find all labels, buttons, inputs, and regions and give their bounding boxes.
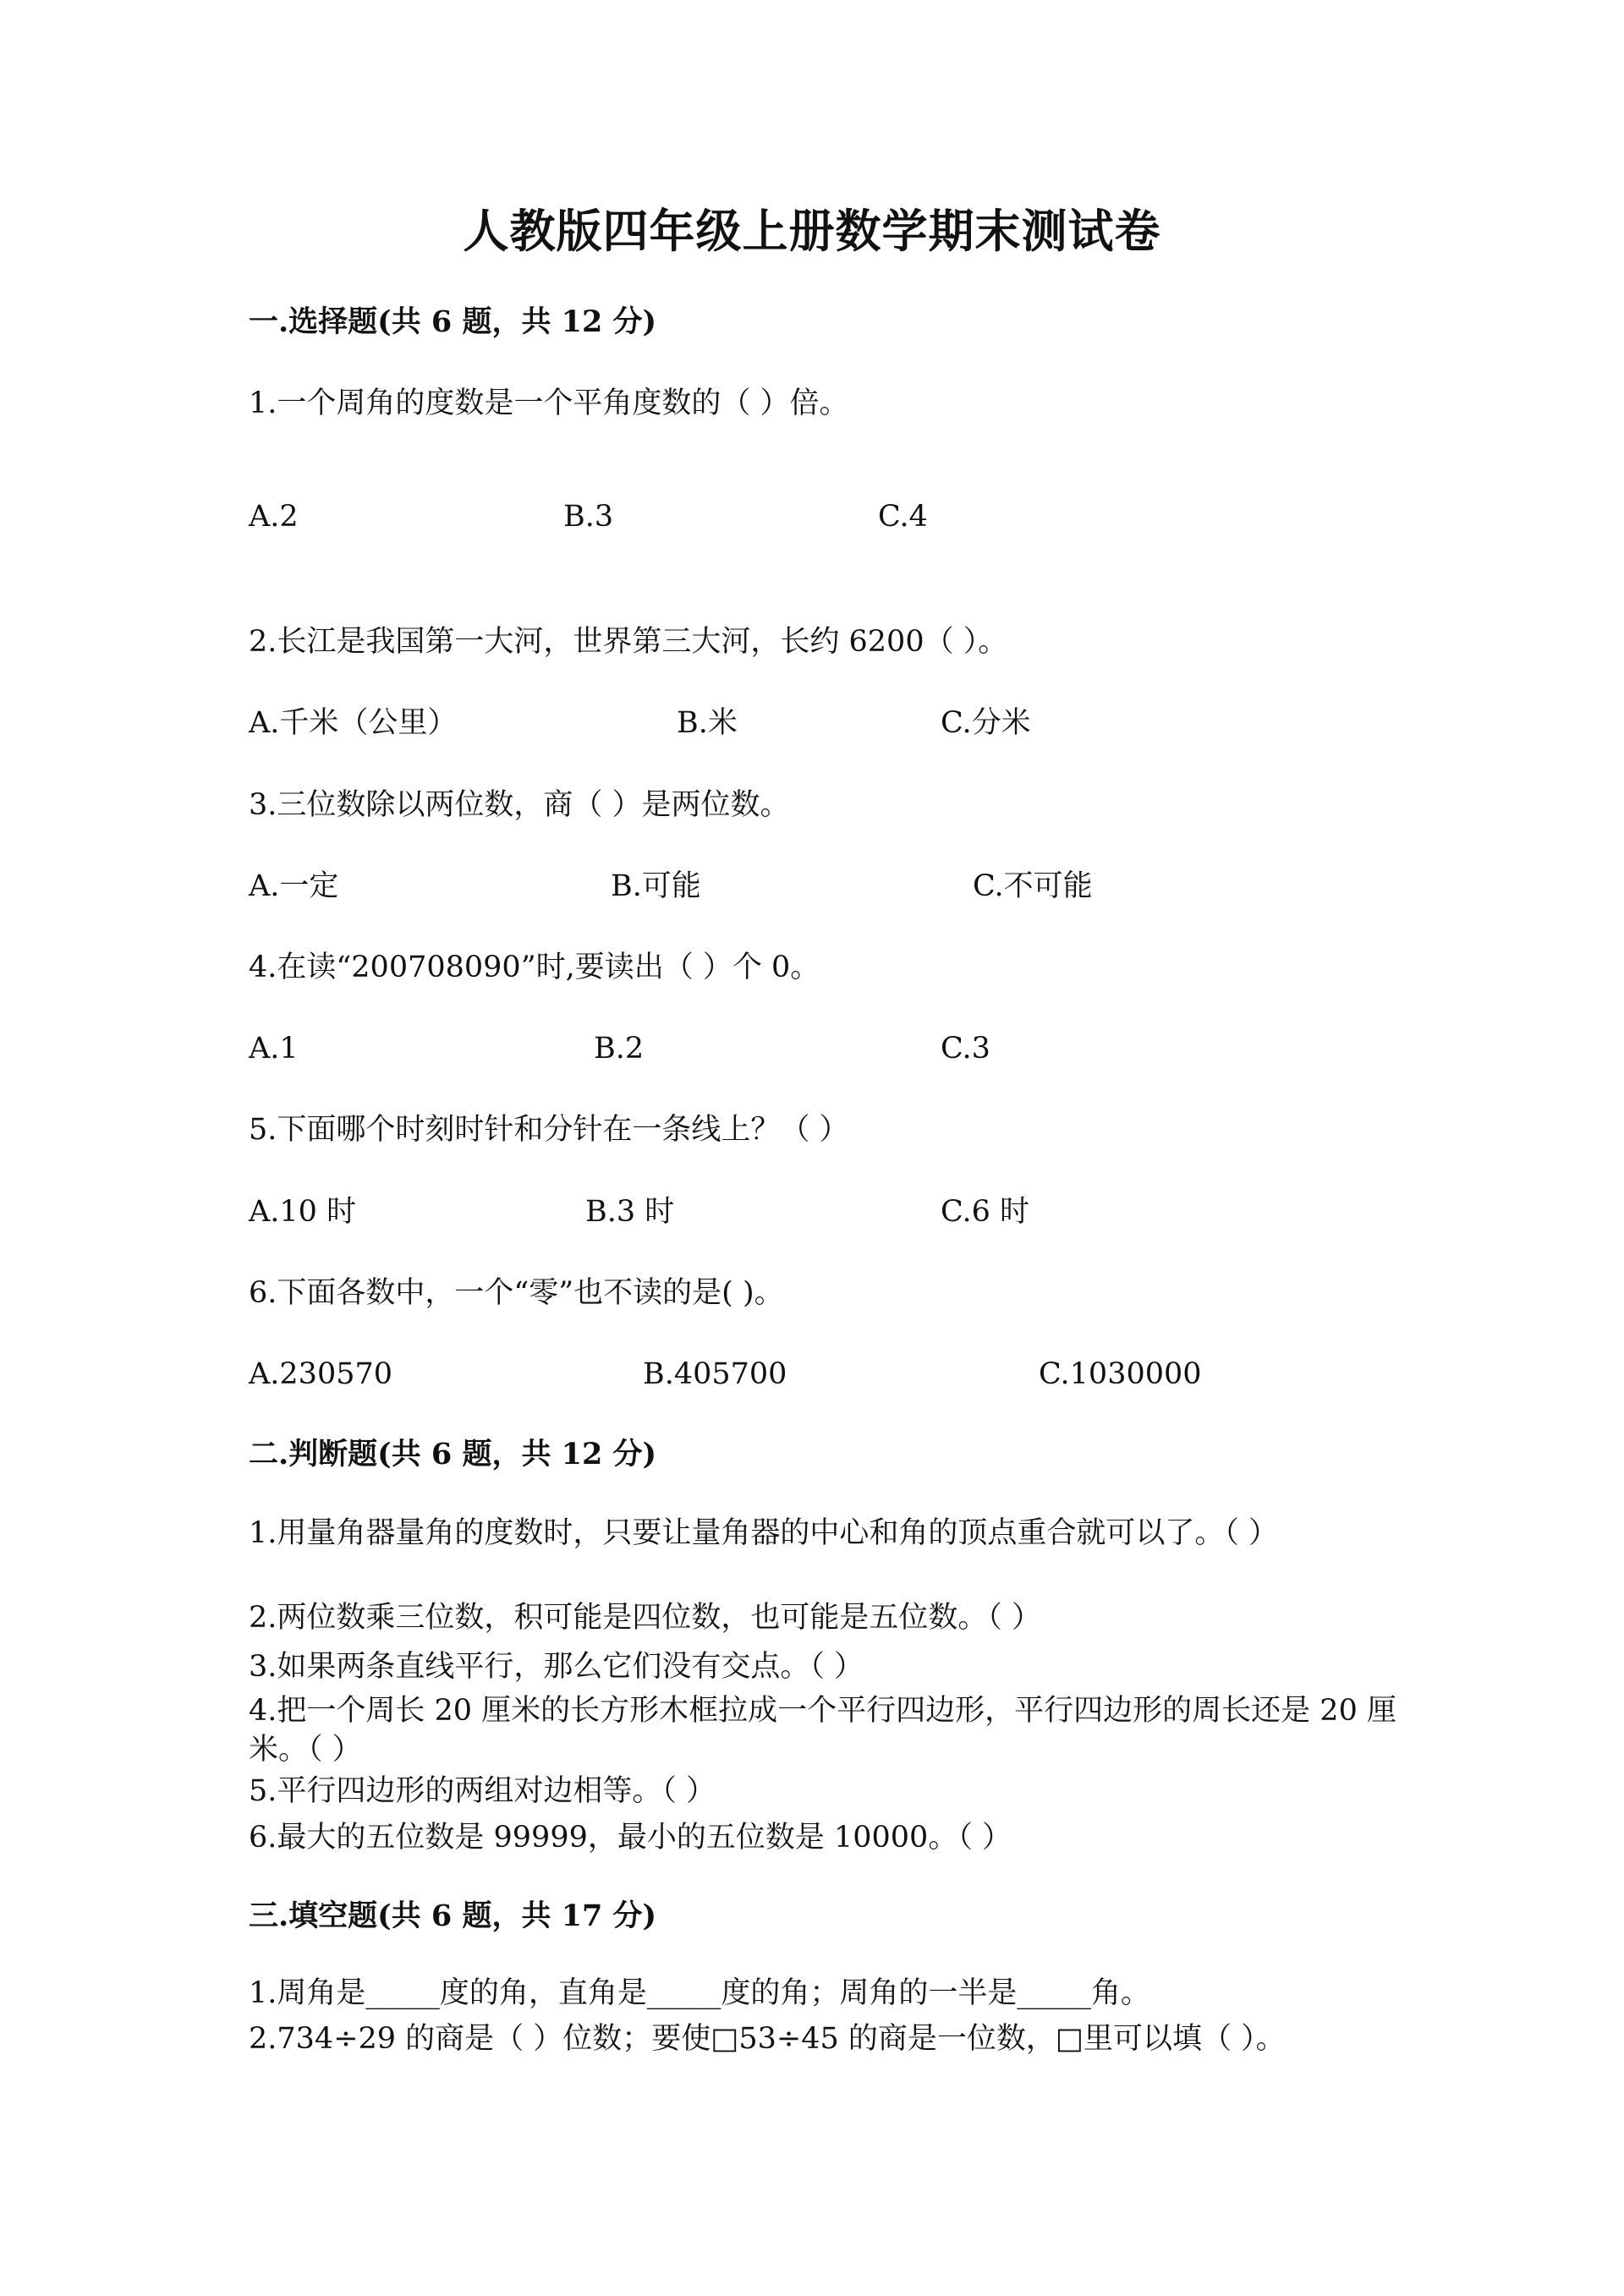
- choice-1-option-c: C.4: [878, 500, 928, 534]
- choice-3-option-a: A.一定: [249, 869, 339, 903]
- fill-in-item-1: 1.周角是_____度的角，直角是_____度的角；周角的一半是_____角。: [249, 1976, 1150, 2010]
- choice-4-option-a: A.1: [249, 1032, 299, 1066]
- choice-question-1: 1.一个周角的度数是一个平角度数的（ ）倍。: [249, 386, 849, 420]
- choice-question-4: 4.在读“200708090”时,要读出（ ）个 0。: [249, 951, 820, 984]
- choice-5-option-c: C.6 时: [941, 1195, 1030, 1229]
- true-false-item-3: 3.如果两条直线平行，那么它们没有交点。（ ）: [249, 1650, 864, 1684]
- true-false-item-6: 6.最大的五位数是 99999，最小的五位数是 10000。（ ）: [249, 1821, 1012, 1855]
- section-heading-true-false: 二.判断题(共 6 题，共 12 分): [249, 1437, 657, 1471]
- choice-2-option-b: B.米: [677, 706, 738, 740]
- true-false-item-5: 5.平行四边形的两组对边相等。（ ）: [249, 1774, 716, 1808]
- choice-4-option-c: C.3: [941, 1032, 990, 1066]
- choice-question-6: 6.下面各数中，一个“零”也不读的是( )。: [249, 1276, 784, 1310]
- section-heading-fill-in: 三.填空题(共 6 题，共 17 分): [249, 1899, 657, 1933]
- choice-5-option-a: A.10 时: [249, 1195, 357, 1229]
- choice-1-option-b: B.3: [563, 500, 614, 534]
- page-title: 人教版四年级上册数学期末测试卷: [463, 204, 1161, 258]
- choice-5-option-b: B.3 时: [585, 1195, 675, 1229]
- choice-6-option-a: A.230570: [249, 1357, 393, 1391]
- true-false-item-1: 1.用量角器量角的度数时，只要让量角器的中心和角的顶点重合就可以了。（ ）: [249, 1516, 1279, 1550]
- choice-6-option-c: C.1030000: [1039, 1357, 1202, 1391]
- choice-question-2: 2.长江是我国第一大河，世界第三大河，长约 6200（ ）。: [249, 625, 1008, 659]
- true-false-item-4: 4.把一个周长 20 厘米的长方形木框拉成一个平行四边形，平行四边形的周长还是 20 厘米。（ ）: [249, 1694, 1396, 1767]
- choice-question-3: 3.三位数除以两位数，商（ ）是两位数。: [249, 788, 790, 822]
- choice-2-option-a: A.千米（公里）: [249, 706, 458, 740]
- choice-2-option-c: C.分米: [941, 706, 1031, 740]
- choice-3-option-b: B.可能: [611, 869, 701, 903]
- choice-6-option-b: B.405700: [643, 1357, 787, 1391]
- choice-4-option-b: B.2: [594, 1032, 645, 1066]
- choice-3-option-c: C.不可能: [973, 869, 1093, 903]
- fill-in-item-2: 2.734÷29 的商是（ ）位数；要使□53÷45 的商是一位数，□里可以填（ ）。: [249, 2022, 1286, 2056]
- choice-question-5: 5.下面哪个时刻时针和分针在一条线上？（ ）: [249, 1113, 849, 1147]
- section-heading-choice: 一.选择题(共 6 题，共 12 分): [249, 304, 657, 339]
- true-false-item-2: 2.两位数乘三位数，积可能是四位数，也可能是五位数。（ ）: [249, 1601, 1042, 1635]
- choice-1-option-a: A.2: [249, 500, 299, 534]
